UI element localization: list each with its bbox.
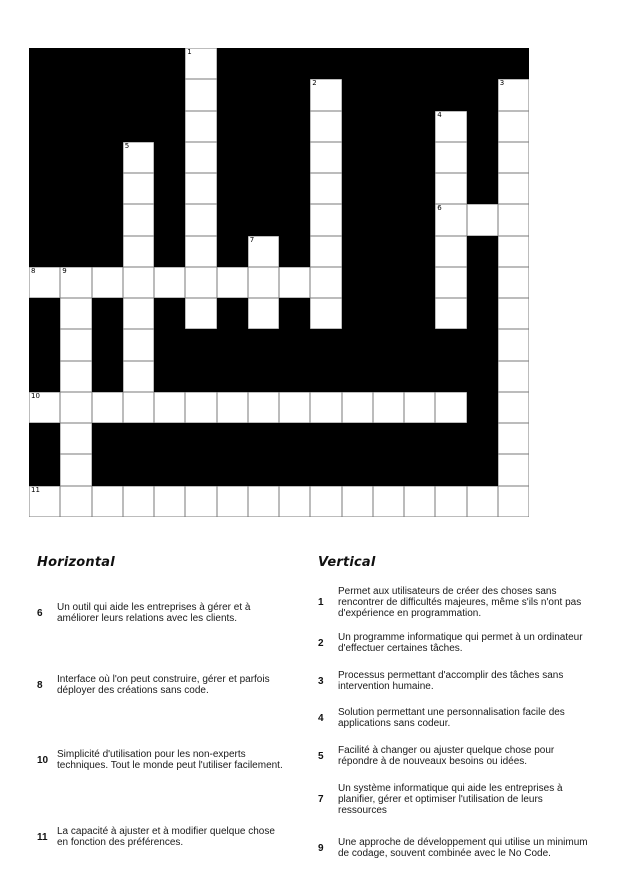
grid-block xyxy=(248,111,279,142)
grid-block xyxy=(435,361,466,392)
grid-block xyxy=(217,173,248,204)
cell-number: 3 xyxy=(499,79,505,88)
grid-block xyxy=(92,423,123,454)
vertical-clue-1 xyxy=(318,583,588,621)
grid-block xyxy=(217,79,248,110)
grid-block xyxy=(29,79,60,110)
grid-cell[interactable] xyxy=(29,392,60,423)
grid-block xyxy=(467,267,498,298)
grid-block xyxy=(373,298,404,329)
grid-block xyxy=(467,142,498,173)
grid-block xyxy=(154,173,185,204)
grid-block xyxy=(467,329,498,360)
grid-cell[interactable] xyxy=(185,267,216,298)
grid-block xyxy=(248,48,279,79)
grid-cell[interactable] xyxy=(373,392,404,423)
crossword-grid xyxy=(29,48,529,517)
grid-block xyxy=(154,142,185,173)
horizontal-clue-11 xyxy=(37,822,287,852)
grid-cell[interactable] xyxy=(467,486,498,517)
clue-number: 2 xyxy=(318,637,324,649)
grid-block xyxy=(60,236,91,267)
clue-number: 1 xyxy=(318,596,324,608)
grid-block xyxy=(185,329,216,360)
grid-cell[interactable] xyxy=(248,392,279,423)
grid-block xyxy=(310,454,341,485)
grid-cell[interactable] xyxy=(498,423,529,454)
grid-cell[interactable] xyxy=(248,298,279,329)
grid-block xyxy=(185,361,216,392)
clue-text: Interface où l'on peut construire, gérer et parfois déployer des créations sans code. xyxy=(57,674,270,696)
grid-block xyxy=(217,454,248,485)
grid-block xyxy=(404,298,435,329)
clue-text: La capacité à ajuster et à modifier quelque chose en fonction des préférences. xyxy=(57,826,275,848)
grid-block xyxy=(92,454,123,485)
grid-block xyxy=(92,111,123,142)
grid-cell[interactable] xyxy=(217,392,248,423)
grid-block xyxy=(467,454,498,485)
grid-block xyxy=(217,361,248,392)
grid-cell[interactable] xyxy=(185,486,216,517)
grid-block xyxy=(279,142,310,173)
grid-block xyxy=(154,79,185,110)
grid-block xyxy=(279,298,310,329)
grid-block xyxy=(404,329,435,360)
clue-number: 8 xyxy=(37,679,43,691)
clue-number: 11 xyxy=(37,831,48,843)
cell-number: 5 xyxy=(124,141,130,150)
grid-cell[interactable] xyxy=(123,204,154,235)
clue-number: 9 xyxy=(318,842,324,854)
grid-cell[interactable] xyxy=(310,267,341,298)
vertical-clue-9 xyxy=(318,829,588,867)
grid-cell[interactable] xyxy=(342,486,373,517)
grid-cell[interactable] xyxy=(185,236,216,267)
grid-cell[interactable] xyxy=(92,392,123,423)
cell-number: 4 xyxy=(437,110,442,119)
clue-number: 4 xyxy=(318,712,324,724)
grid-block xyxy=(467,392,498,423)
grid-block xyxy=(92,204,123,235)
grid-block xyxy=(342,298,373,329)
grid-block xyxy=(310,48,341,79)
grid-cell[interactable] xyxy=(217,267,248,298)
grid-block xyxy=(404,236,435,267)
grid-cell[interactable] xyxy=(185,298,216,329)
grid-block xyxy=(310,423,341,454)
grid-cell[interactable] xyxy=(123,298,154,329)
grid-block xyxy=(467,48,498,79)
grid-block xyxy=(279,173,310,204)
clue-number: 5 xyxy=(318,750,324,762)
grid-block xyxy=(373,111,404,142)
grid-block xyxy=(248,423,279,454)
grid-cell[interactable] xyxy=(29,486,60,517)
grid-block xyxy=(29,423,60,454)
vertical-clue-2 xyxy=(318,629,588,657)
grid-cell[interactable] xyxy=(310,392,341,423)
grid-cell[interactable] xyxy=(279,486,310,517)
grid-block xyxy=(154,236,185,267)
grid-cell[interactable] xyxy=(60,486,91,517)
grid-block xyxy=(248,142,279,173)
grid-block xyxy=(29,454,60,485)
grid-cell[interactable] xyxy=(435,486,466,517)
grid-cell[interactable] xyxy=(498,236,529,267)
grid-cell[interactable] xyxy=(185,79,216,110)
grid-block xyxy=(185,454,216,485)
grid-cell[interactable] xyxy=(123,361,154,392)
grid-block xyxy=(92,48,123,79)
grid-cell[interactable] xyxy=(60,423,91,454)
grid-block xyxy=(29,329,60,360)
grid-cell[interactable] xyxy=(123,173,154,204)
horizontal-clue-8 xyxy=(37,670,287,700)
grid-block xyxy=(373,48,404,79)
grid-block xyxy=(92,298,123,329)
grid-block xyxy=(498,48,529,79)
grid-block xyxy=(154,329,185,360)
grid-block xyxy=(404,361,435,392)
grid-cell[interactable] xyxy=(60,329,91,360)
grid-cell[interactable] xyxy=(310,79,341,110)
grid-block xyxy=(279,111,310,142)
grid-cell[interactable] xyxy=(404,486,435,517)
grid-block xyxy=(154,423,185,454)
grid-block xyxy=(342,454,373,485)
grid-cell[interactable] xyxy=(154,392,185,423)
grid-block xyxy=(342,267,373,298)
grid-block xyxy=(310,329,341,360)
grid-block xyxy=(373,142,404,173)
grid-cell[interactable] xyxy=(498,173,529,204)
grid-cell[interactable] xyxy=(498,454,529,485)
horizontal-clue-6 xyxy=(37,598,287,628)
grid-cell[interactable] xyxy=(123,486,154,517)
clue-text: Facilité à changer ou ajuster quelque chose pour répondre à de nouveaux besoins ou idées. xyxy=(338,745,555,767)
grid-block xyxy=(435,48,466,79)
grid-block xyxy=(154,48,185,79)
grid-block xyxy=(404,79,435,110)
grid-cell[interactable] xyxy=(498,111,529,142)
grid-cell[interactable] xyxy=(248,236,279,267)
grid-block xyxy=(185,423,216,454)
grid-block xyxy=(342,173,373,204)
grid-block xyxy=(467,79,498,110)
grid-cell[interactable] xyxy=(123,236,154,267)
grid-cell[interactable] xyxy=(498,329,529,360)
grid-block xyxy=(279,204,310,235)
grid-cell[interactable] xyxy=(310,204,341,235)
grid-block xyxy=(435,329,466,360)
grid-cell[interactable] xyxy=(60,298,91,329)
grid-block xyxy=(92,173,123,204)
clue-text: Permet aux utilisateurs de créer des choses sans rencontrer de difficultés majeures, même s'ils n'ont pas d'expérience en programmation. xyxy=(338,585,582,619)
grid-cell[interactable] xyxy=(498,204,529,235)
horizontal-heading: Horizontal xyxy=(37,555,115,570)
grid-block xyxy=(248,361,279,392)
grid-cell[interactable] xyxy=(60,361,91,392)
grid-block xyxy=(342,329,373,360)
grid-cell[interactable] xyxy=(467,204,498,235)
grid-block xyxy=(29,173,60,204)
grid-cell[interactable] xyxy=(435,298,466,329)
grid-block xyxy=(373,236,404,267)
grid-block xyxy=(279,423,310,454)
grid-block xyxy=(217,48,248,79)
grid-cell[interactable] xyxy=(279,392,310,423)
grid-block xyxy=(373,361,404,392)
grid-cell[interactable] xyxy=(373,486,404,517)
cell-number: 11 xyxy=(31,485,40,494)
grid-cell[interactable] xyxy=(29,267,60,298)
grid-cell[interactable] xyxy=(217,486,248,517)
grid-cell[interactable] xyxy=(498,79,529,110)
grid-cell[interactable] xyxy=(498,361,529,392)
grid-block xyxy=(404,204,435,235)
grid-cell[interactable] xyxy=(185,111,216,142)
grid-block xyxy=(123,423,154,454)
grid-block xyxy=(279,79,310,110)
grid-cell[interactable] xyxy=(92,486,123,517)
grid-block xyxy=(404,48,435,79)
grid-block xyxy=(248,329,279,360)
grid-block xyxy=(279,454,310,485)
grid-block xyxy=(60,111,91,142)
grid-cell[interactable] xyxy=(60,454,91,485)
grid-block xyxy=(154,361,185,392)
grid-cell[interactable] xyxy=(435,204,466,235)
grid-block xyxy=(342,423,373,454)
clue-text: Solution permettant une personnalisation facile des applications sans codeur. xyxy=(338,707,565,729)
grid-block xyxy=(342,236,373,267)
cell-number: 8 xyxy=(31,266,36,275)
grid-block xyxy=(154,111,185,142)
clue-number: 6 xyxy=(37,607,43,619)
grid-block xyxy=(92,361,123,392)
grid-cell[interactable] xyxy=(435,173,466,204)
vertical-clue-4 xyxy=(318,704,588,732)
grid-cell[interactable] xyxy=(435,392,466,423)
grid-cell[interactable] xyxy=(60,267,91,298)
grid-block xyxy=(404,173,435,204)
cell-number: 2 xyxy=(312,79,317,88)
vertical-clue-5 xyxy=(318,742,588,770)
grid-block xyxy=(342,142,373,173)
grid-block xyxy=(29,142,60,173)
grid-block xyxy=(467,173,498,204)
grid-block xyxy=(279,48,310,79)
grid-block xyxy=(404,267,435,298)
grid-block xyxy=(373,423,404,454)
grid-block xyxy=(217,204,248,235)
grid-block xyxy=(373,454,404,485)
grid-cell[interactable] xyxy=(123,329,154,360)
grid-block xyxy=(217,142,248,173)
grid-cell[interactable] xyxy=(248,486,279,517)
clue-number: 10 xyxy=(37,754,49,766)
grid-block xyxy=(29,236,60,267)
cell-number: 9 xyxy=(62,266,67,275)
grid-block xyxy=(279,361,310,392)
grid-cell[interactable] xyxy=(279,267,310,298)
grid-block xyxy=(404,423,435,454)
clue-text: Une approche de développement qui utilise un minimum de codage, souvent combinée avec le No Code. xyxy=(338,837,588,859)
grid-cell[interactable] xyxy=(435,267,466,298)
grid-block xyxy=(123,454,154,485)
grid-block xyxy=(92,142,123,173)
grid-cell[interactable] xyxy=(498,392,529,423)
grid-cell[interactable] xyxy=(92,267,123,298)
grid-block xyxy=(217,329,248,360)
grid-block xyxy=(342,204,373,235)
grid-block xyxy=(435,454,466,485)
grid-cell[interactable] xyxy=(185,392,216,423)
clue-text: Un système informatique qui aide les entreprises à planifier, gérer et optimiser l'utilisation de leurs ressources xyxy=(338,782,563,816)
grid-block xyxy=(217,423,248,454)
clue-text: Un outil qui aide les entreprises à gérer et à améliorer leurs relations avec les clients. xyxy=(57,602,251,624)
grid-block xyxy=(279,329,310,360)
grid-block xyxy=(310,361,341,392)
grid-cell[interactable] xyxy=(498,486,529,517)
grid-cell[interactable] xyxy=(404,392,435,423)
grid-block xyxy=(60,48,91,79)
grid-block xyxy=(373,79,404,110)
grid-block xyxy=(342,111,373,142)
grid-cell[interactable] xyxy=(310,486,341,517)
grid-block xyxy=(154,454,185,485)
grid-block xyxy=(373,267,404,298)
grid-block xyxy=(467,423,498,454)
grid-block xyxy=(29,298,60,329)
grid-block xyxy=(29,361,60,392)
vertical-clue-3 xyxy=(318,667,588,695)
grid-cell[interactable] xyxy=(123,142,154,173)
grid-cell[interactable] xyxy=(435,142,466,173)
grid-block xyxy=(373,329,404,360)
grid-block xyxy=(60,204,91,235)
grid-block xyxy=(60,142,91,173)
grid-cell[interactable] xyxy=(498,298,529,329)
grid-cell[interactable] xyxy=(435,236,466,267)
grid-block xyxy=(154,298,185,329)
grid-block xyxy=(404,454,435,485)
horizontal-clue-10 xyxy=(37,741,287,779)
grid-block xyxy=(342,48,373,79)
grid-cell[interactable] xyxy=(185,48,216,79)
clue-text: Un programme informatique qui permet à un ordinateur d'effectuer certaines tâches. xyxy=(338,632,583,654)
grid-block xyxy=(279,236,310,267)
grid-cell[interactable] xyxy=(310,142,341,173)
grid-block xyxy=(248,204,279,235)
grid-cell[interactable] xyxy=(185,204,216,235)
cell-number: 7 xyxy=(249,235,255,244)
clue-number: 3 xyxy=(318,675,324,687)
clue-text: Simplicité d'utilisation pour les non-experts techniques. Tout le monde peut l'utiliser facilement. xyxy=(57,749,283,771)
grid-block xyxy=(29,48,60,79)
clue-text: Processus permettant d'accomplir des tâches sans intervention humaine. xyxy=(338,670,564,692)
grid-cell[interactable] xyxy=(310,236,341,267)
grid-cell[interactable] xyxy=(310,111,341,142)
grid-block xyxy=(373,173,404,204)
grid-block xyxy=(435,423,466,454)
grid-cell[interactable] xyxy=(498,267,529,298)
grid-cell[interactable] xyxy=(185,142,216,173)
grid-cell[interactable] xyxy=(310,298,341,329)
grid-block xyxy=(467,111,498,142)
grid-cell[interactable] xyxy=(342,392,373,423)
grid-block xyxy=(217,111,248,142)
grid-block xyxy=(92,236,123,267)
grid-block xyxy=(29,204,60,235)
grid-block xyxy=(123,111,154,142)
grid-block xyxy=(123,48,154,79)
grid-block xyxy=(92,79,123,110)
cell-number: 10 xyxy=(31,391,40,400)
vertical-clue-7 xyxy=(318,780,588,818)
grid-block xyxy=(342,79,373,110)
grid-cell[interactable] xyxy=(154,486,185,517)
grid-cell[interactable] xyxy=(248,267,279,298)
grid-block xyxy=(123,79,154,110)
grid-block xyxy=(404,111,435,142)
grid-block xyxy=(60,173,91,204)
grid-block xyxy=(217,236,248,267)
grid-cell[interactable] xyxy=(435,111,466,142)
grid-block xyxy=(342,361,373,392)
grid-cell[interactable] xyxy=(154,267,185,298)
grid-cell[interactable] xyxy=(310,173,341,204)
grid-block xyxy=(92,329,123,360)
grid-block xyxy=(467,298,498,329)
grid-block xyxy=(373,204,404,235)
grid-block xyxy=(467,361,498,392)
grid-block xyxy=(154,204,185,235)
grid-block xyxy=(248,173,279,204)
grid-cell[interactable] xyxy=(60,392,91,423)
grid-cell[interactable] xyxy=(185,173,216,204)
clue-number: 7 xyxy=(318,793,324,805)
grid-cell[interactable] xyxy=(498,142,529,173)
grid-block xyxy=(467,236,498,267)
grid-cell[interactable] xyxy=(123,392,154,423)
grid-block xyxy=(217,298,248,329)
grid-block xyxy=(60,79,91,110)
grid-block xyxy=(248,454,279,485)
cell-number: 6 xyxy=(437,204,442,213)
vertical-heading: Vertical xyxy=(318,555,376,570)
grid-block xyxy=(435,79,466,110)
grid-cell[interactable] xyxy=(123,267,154,298)
grid-block xyxy=(248,79,279,110)
grid-block xyxy=(404,142,435,173)
cell-number: 1 xyxy=(187,48,192,56)
grid-block xyxy=(29,111,60,142)
